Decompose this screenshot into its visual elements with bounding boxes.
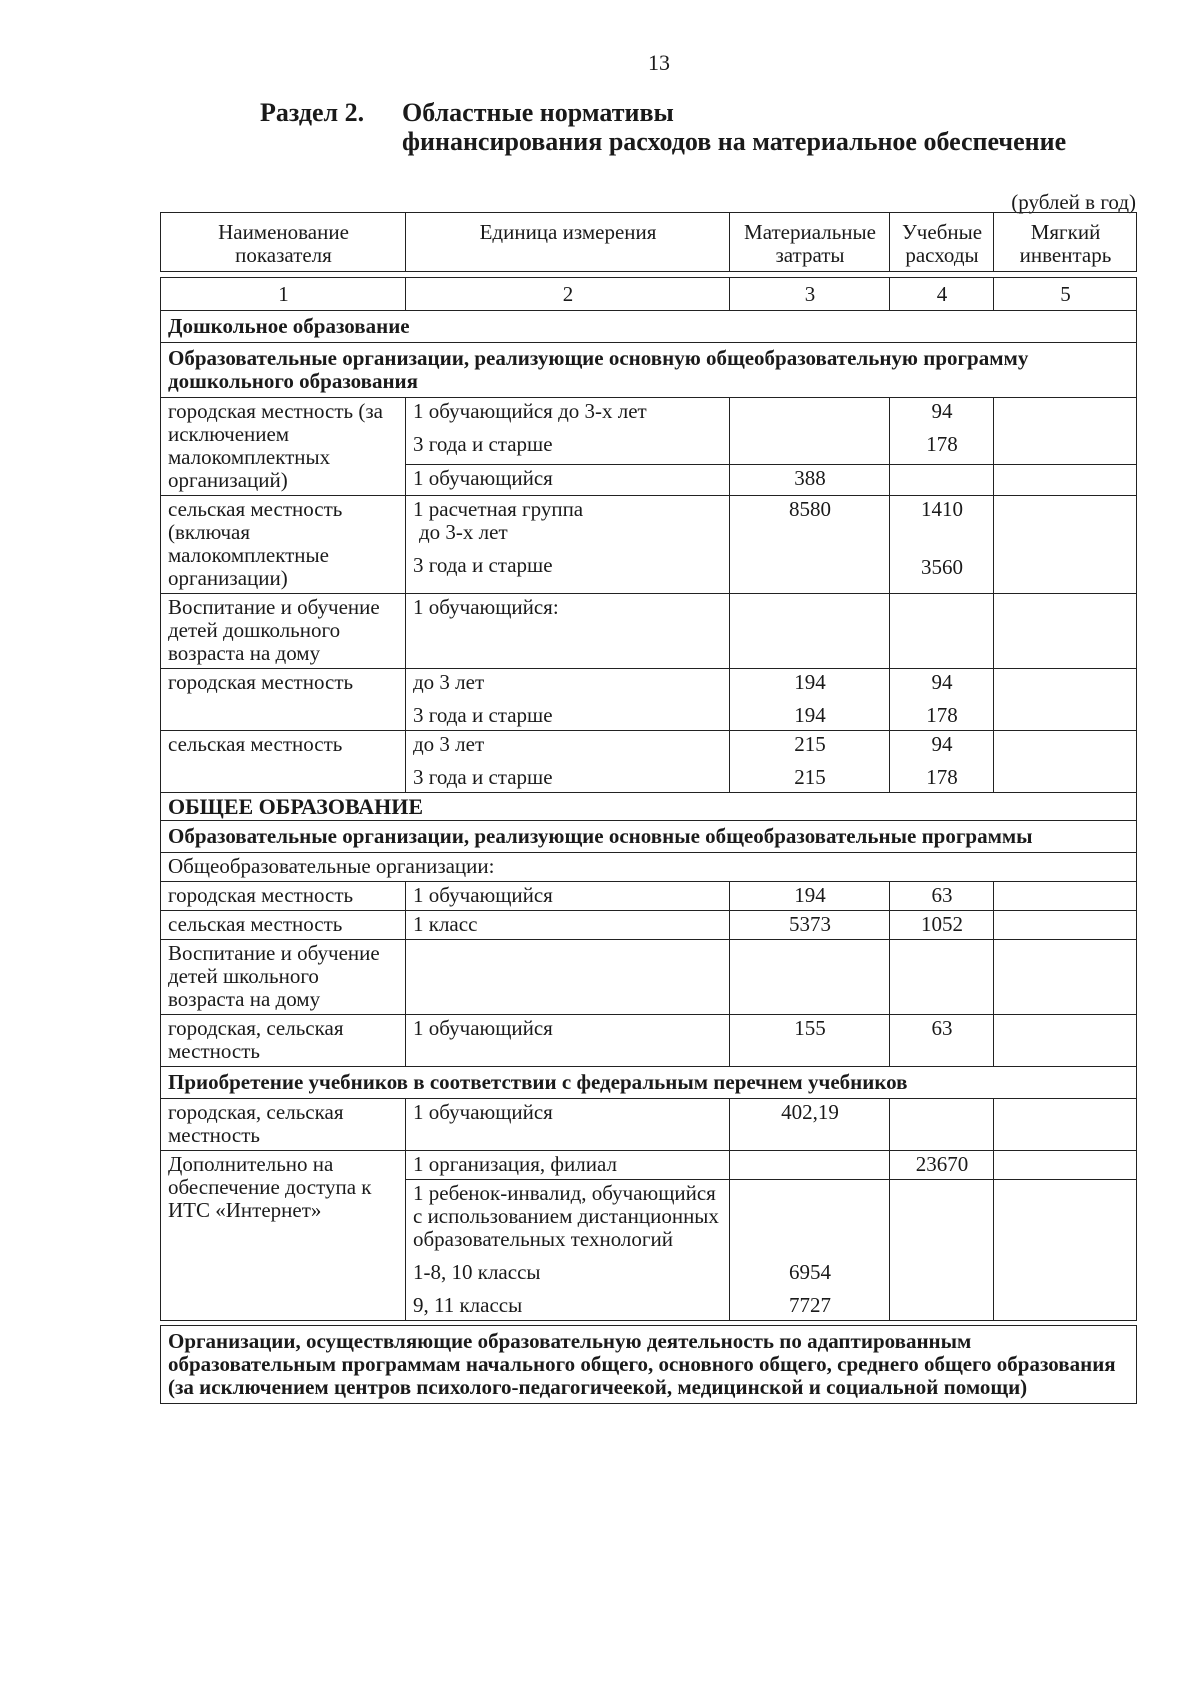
- row-unit: 1 обучающийся:: [406, 594, 730, 669]
- row-unit: 1 обучающийся: [406, 1015, 730, 1067]
- header-row: [161, 213, 1137, 272]
- section-preschool-title: Дошкольное образование: [161, 311, 1137, 343]
- col-number: 5: [994, 278, 1137, 311]
- value: 1052: [890, 911, 994, 940]
- value: 8580: [730, 496, 890, 594]
- table-row: [161, 882, 1137, 911]
- value: 23670: [890, 1151, 994, 1180]
- section-title-line2: финансирования расходов на материальное обеспечение: [402, 127, 1067, 156]
- row-name: сельская местность (включая малокомплектные организации): [161, 496, 406, 594]
- unit-line: 3 года и старше: [413, 553, 553, 577]
- value: 94: [931, 732, 953, 756]
- row-unit: 1 обучающийся: [406, 882, 730, 911]
- row-name: Воспитание и обучение детей школьного возраста на дому: [161, 940, 406, 1015]
- col-number: 1: [161, 278, 406, 311]
- value-cell: [730, 731, 890, 793]
- section-title-line1: Областные нормативы: [402, 98, 674, 127]
- col-header-material: Материальные затраты: [730, 213, 890, 272]
- value: 215: [794, 765, 826, 789]
- value: 6954: [789, 1260, 831, 1284]
- col-number: 4: [890, 278, 994, 311]
- unit-line: 1 обучающийся до 3-х лет: [413, 399, 647, 423]
- value-cell: [730, 1180, 890, 1321]
- value-cell: [890, 731, 994, 793]
- row-unit: [406, 1180, 730, 1321]
- row-unit: 1 обучающийся: [406, 464, 730, 495]
- unit-line: 1 расчетная группа: [413, 497, 584, 521]
- value: 63: [890, 882, 994, 911]
- unit-line: до 3 лет: [413, 670, 485, 694]
- value: 3560: [921, 555, 963, 579]
- section-preschool-subtitle: Образовательные организации, реализующие основную общеобразовательную программу дошкольного образования: [161, 343, 1137, 398]
- section-general-title: ОБЩЕЕ ОБРАЗОВАНИЕ: [161, 793, 1137, 821]
- page-number: 13: [648, 50, 670, 75]
- value: 5373: [730, 911, 890, 940]
- value: 178: [926, 703, 958, 727]
- value-cell: [730, 669, 890, 731]
- section-row: [161, 311, 1137, 343]
- value: 388: [730, 464, 890, 495]
- row-name: городская местность (за исключением малокомплектных организаций): [161, 398, 406, 496]
- table-row: [161, 940, 1137, 1015]
- value: 178: [926, 432, 958, 456]
- section-row: [161, 821, 1137, 853]
- row-name: сельская местность: [161, 911, 406, 940]
- col-number: 2: [406, 278, 730, 311]
- value: 402,19: [730, 1099, 890, 1151]
- org-label: Общеобразовательные организации:: [161, 853, 1137, 882]
- table-row: [161, 911, 1137, 940]
- value: 1410: [921, 497, 963, 521]
- value: 194: [794, 703, 826, 727]
- row-name: городская местность: [161, 882, 406, 911]
- section-label: Раздел 2.: [260, 98, 365, 127]
- section-general-subtitle: Образовательные организации, реализующие основные общеобразовательные программы: [161, 821, 1137, 853]
- row-name: городская, сельская местность: [161, 1099, 406, 1151]
- table-row: [161, 594, 1137, 669]
- col-header-educational: Учебные расходы: [890, 213, 994, 272]
- row-name: Воспитание и обучение детей дошкольного возраста на дому: [161, 594, 406, 669]
- section-row: [161, 343, 1137, 398]
- row-name: сельская местность: [161, 731, 406, 793]
- row-name: городская, сельская местность: [161, 1015, 406, 1067]
- row-unit: [406, 669, 730, 731]
- row-unit: 1 класс: [406, 911, 730, 940]
- value: 94: [931, 670, 953, 694]
- unit-line: 1-8, 10 классы: [413, 1260, 541, 1284]
- unit-line: 1 ребенок-инвалид, обучающийся с использованием дистанционных образовательных технологий: [413, 1181, 719, 1251]
- col-header-unit: Единица измерения: [406, 213, 730, 272]
- unit-line: 3 года и старше: [413, 432, 553, 456]
- table-row: [161, 398, 1137, 465]
- column-numbers-row: [161, 278, 1137, 311]
- value-cell: [890, 496, 994, 594]
- row-unit: 1 организация, филиал: [406, 1151, 730, 1180]
- table-row: [161, 496, 1137, 594]
- value: 178: [926, 765, 958, 789]
- col-number: 3: [730, 278, 890, 311]
- section-row: [161, 793, 1137, 821]
- section-row: [161, 1326, 1137, 1404]
- norms-table: [160, 212, 1137, 1404]
- section-row: [161, 1067, 1137, 1099]
- unit-line: до 3 лет: [413, 732, 485, 756]
- row-name: Дополнительно на обеспечение доступа к ИТС «Интернет»: [161, 1151, 406, 1321]
- row-unit: [406, 398, 730, 465]
- unit-line: 3 года и старше: [413, 703, 553, 727]
- value: 194: [794, 670, 826, 694]
- table-row: [161, 853, 1137, 882]
- table-row: [161, 669, 1137, 731]
- unit-line: 3 года и старше: [413, 765, 553, 789]
- row-unit: [406, 496, 730, 594]
- value: 155: [730, 1015, 890, 1067]
- value: 94: [931, 399, 953, 423]
- value: 7727: [789, 1293, 831, 1317]
- row-name: городская местность: [161, 669, 406, 731]
- value-cell: [890, 398, 994, 465]
- value: 194: [730, 882, 890, 911]
- row-unit: 1 обучающийся: [406, 1099, 730, 1151]
- row-unit: [406, 731, 730, 793]
- unit-line: 9, 11 классы: [413, 1293, 523, 1317]
- section-textbooks-title: Приобретение учебников в соответствии с федеральным перечнем учебников: [161, 1067, 1137, 1099]
- value: 63: [890, 1015, 994, 1067]
- table-row: [161, 1151, 1137, 1180]
- col-header-indicator: Наименование показателя: [161, 213, 406, 272]
- table-row: [161, 1099, 1137, 1151]
- section-adapted-title: Организации, осуществляющие образовательную деятельность по адаптированным образовательным программам начального общего, основного общего, среднего общего образования (за исключением центров психолого-педагогичеекой, медицинской и социальной помощи): [161, 1326, 1137, 1404]
- col-header-soft-inventory: Мягкий инвентарь: [994, 213, 1137, 272]
- table-row: [161, 731, 1137, 793]
- units-note: (рублей в год): [1011, 190, 1136, 214]
- table-row: [161, 1015, 1137, 1067]
- value-cell: [890, 669, 994, 731]
- value: 215: [794, 732, 826, 756]
- unit-line: до 3-х лет: [419, 520, 508, 544]
